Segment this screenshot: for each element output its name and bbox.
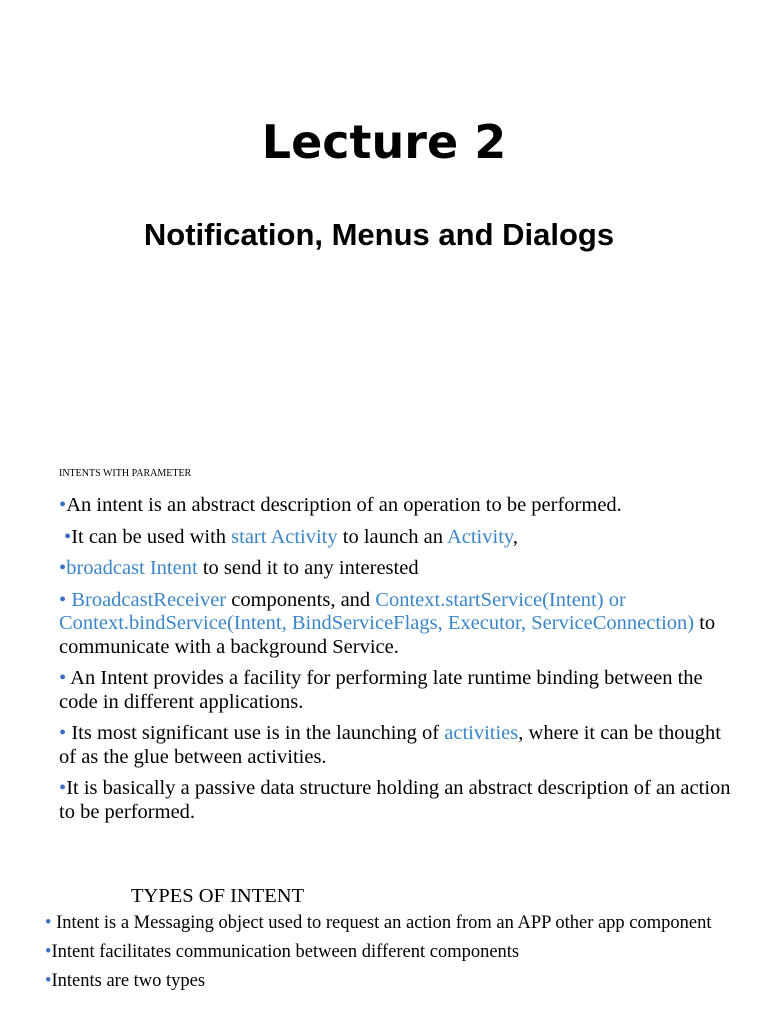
lecture-subtitle: Notification, Menus and Dialogs [143,217,615,252]
list-item-text: An Intent provides a facility for performing late runtime binding between the code in different applications. [59,667,703,713]
list-item-text: to communicate with a background Service. [59,612,716,658]
list-item-text: An intent is an abstract description of an operation to be performed. [66,494,622,516]
bullet-icon: • [45,913,52,933]
list-item-text: Intents are two types [51,971,206,991]
list-item-text: to launch an [337,525,447,548]
list-item-text: It is basically a passive data structure holding an abstract description of an action to be performed. [59,777,731,823]
list-item [45,970,735,992]
list-item [59,557,739,581]
bullet-icon: • [59,557,67,579]
bullet-icon: • [59,722,67,744]
lecture-title: Lecture 2 [261,115,507,169]
list-item [45,941,735,963]
list-item [45,912,735,934]
list-item [59,526,739,550]
list-item-text: , [512,525,518,548]
types-bullet-list [45,912,735,999]
bullet-icon: • [59,667,67,689]
list-item-text: Intent is a Messaging object used to request an action from an APP other app component [51,913,712,933]
list-item-text: , where it can be thought of as the glue between activities. [59,722,721,768]
list-item-text: Its most significant use is in the launching of [66,722,445,744]
section-heading: INTENTS WITH PARAMETER [59,468,192,479]
list-item-text: to send it to any interested [197,557,419,579]
context-service-link[interactable]: Context.startService(Intent) or Context.bindService(Intent, BindServiceFlags, Executor, ServiceConnection) [59,588,695,634]
activity-link[interactable]: Activity [446,525,513,548]
intent-bullet-list [59,494,739,832]
bullet-icon: • [64,525,72,548]
broadcast-intent-link[interactable]: broadcast Intent [66,557,198,579]
list-item [59,589,739,660]
bullet-icon: • [45,942,52,962]
list-item-text: Intent facilitates communication between different components [51,942,520,962]
bullet-icon: • [45,971,52,991]
list-item [59,494,739,518]
list-item [59,722,739,769]
broadcast-receiver-link[interactable]: BroadcastReceiver [66,588,227,611]
activities-link[interactable]: activities [444,722,519,744]
bullet-icon: • [59,588,67,611]
list-item-text: It can be used with [71,525,232,548]
types-heading: TYPES OF INTENT [131,885,305,907]
start-activity-link[interactable]: start Activity [231,525,338,548]
list-item-text: components, and [226,588,376,611]
list-item [59,777,739,824]
list-item [59,667,739,714]
bullet-icon: • [59,777,67,799]
bullet-icon: • [59,494,67,516]
